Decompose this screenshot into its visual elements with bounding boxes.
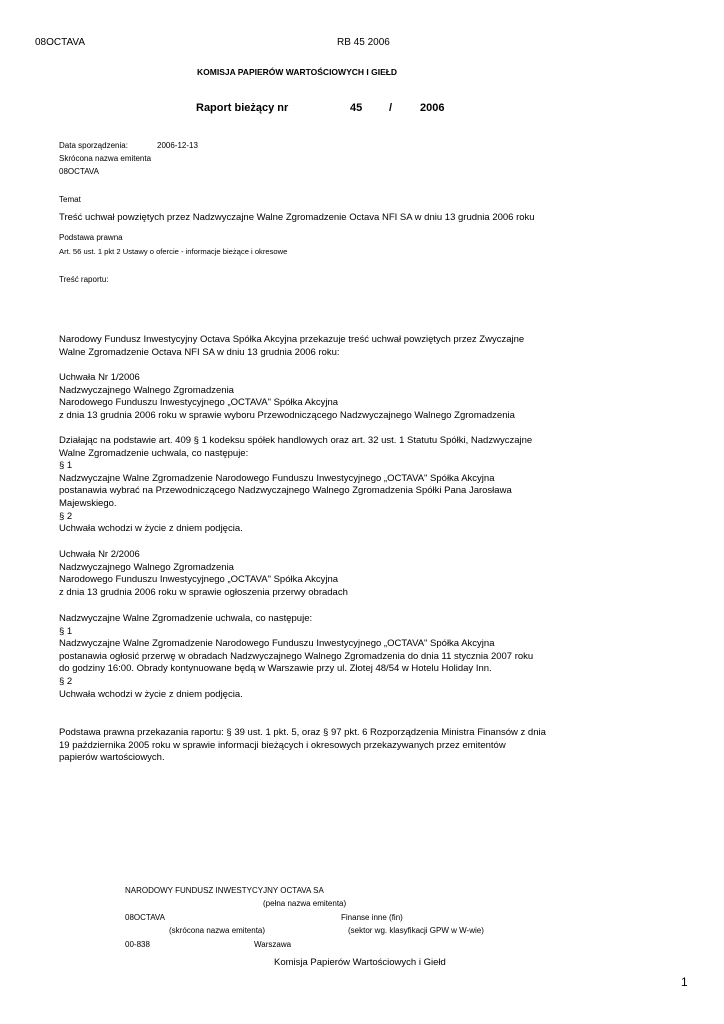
text-line: § 1 — [59, 460, 73, 472]
intro-paragraph — [59, 334, 554, 359]
resolution-1-text — [59, 435, 554, 536]
text-line: Uchwała wchodzi w życie z dniem podjęcia. — [59, 523, 243, 535]
text-line: Walne Zgromadzenie Octava NFI SA w dniu 13 grudnia 2006 roku: — [59, 346, 340, 358]
text-line: Walne Zgromadzenie uchwala, co następuje: — [59, 447, 249, 459]
date-value: 2006-12-13 — [157, 141, 198, 150]
content-label: Treść raportu: — [59, 275, 109, 284]
report-slash: / — [389, 102, 393, 114]
short-name-value: 08OCTAVA — [59, 167, 100, 176]
text-line: Nadzwyczajne Walne Zgromadzenie Narodowego Funduszu Inwestycyjnego „OCTAVA" Spółka Akcyjna — [59, 472, 495, 484]
text-line: papierów wartościowych. — [59, 752, 165, 764]
resolution-1-heading — [59, 372, 554, 422]
date-label: Data sporządzenia: — [59, 141, 128, 150]
text-line: Nadzwyczajne Walne Zgromadzenie Narodowego Funduszu Inwestycyjnego „OCTAVA" Spółka Akcyjna — [59, 638, 495, 650]
legal-basis-value: Art. 56 ust. 1 pkt 2 Ustawy o ofercie - informacje bieżące i okresowe — [59, 247, 288, 256]
text-line: Nadzwyczajnego Walnego Zgromadzenia — [59, 561, 234, 573]
footer-short-name-caption: (skrócona nazwa emitenta) — [169, 926, 266, 935]
text-line: § 2 — [59, 675, 73, 687]
report-label: Raport bieżący nr — [196, 102, 289, 114]
resolution-2-text — [59, 613, 554, 701]
text-line: 19 października 2005 roku w sprawie informacji bieżących i okresowych przekazywanych przez emitentów — [59, 739, 506, 751]
text-line: Uchwała wchodzi w życie z dniem podjęcia. — [59, 688, 243, 700]
text-line: postanawia wybrać na Przewodniczącego Nadzwyczajnego Walnego Zgromadzenia Spółki Pana Jarosława — [59, 485, 512, 497]
text-line: Działając na podstawie art. 409 § 1 kodeksu spółek handlowych oraz art. 32 ust. 1 Statutu Spółki, Nadzwyczajne — [59, 435, 533, 446]
page-number: 1 — [681, 975, 688, 989]
footer-commission: Komisja Papierów Wartościowych i Giełd — [274, 957, 446, 968]
commission-title: KOMISJA PAPIERÓW WARTOŚCIOWYCH I GIEŁD — [197, 67, 398, 77]
footer-full-name-caption: (pełna nazwa emitenta) — [263, 899, 347, 908]
legal-basis-paragraph — [59, 727, 554, 765]
text-line: z dnia 13 grudnia 2006 roku w sprawie ogłoszenia przerwy obradach — [59, 586, 348, 598]
footer-sector: Finanse inne (fin) — [341, 913, 403, 922]
text-line: Nadzwyczajnego Walnego Zgromadzenia — [59, 384, 234, 396]
text-line: do godziny 16:00. Obrady kontynuowane będą w Warszawie przy ul. Złotej 48/54 w Hotelu Holiday Inn. — [59, 663, 492, 675]
subject-value: Treść uchwał powziętych przez Nadzwyczajne Walne Zgromadzenie Octava NFI SA w dniu 13 grudnia 2006 roku — [59, 212, 535, 223]
report-number: 45 — [350, 102, 363, 114]
footer-full-name: NARODOWY FUNDUSZ INWESTYCYJNY OCTAVA SA — [125, 886, 324, 895]
footer-sector-caption: (sektor wg. klasyfikacji GPW w W-wie) — [348, 926, 484, 935]
text-line: Narodowego Funduszu Inwestycyjnego „OCTAVA" Spółka Akcyjna — [59, 574, 339, 586]
text-line: Majewskiego. — [59, 497, 117, 509]
footer-short-name: 08OCTAVA — [125, 913, 166, 922]
report-year: 2006 — [420, 102, 445, 114]
text-line: Nadzwyczajne Walne Zgromadzenie uchwala, co następuje: — [59, 613, 313, 624]
text-line: § 1 — [59, 625, 73, 637]
footer-postal-code: 00-838 — [125, 940, 150, 949]
text-line: Podstawa prawna przekazania raportu: § 39 ust. 1 pkt. 5, oraz § 97 pkt. 6 Rozporządzenia Ministra Finansów z dnia — [59, 727, 546, 738]
footer-city: Warszawa — [254, 940, 292, 949]
text-line: § 2 — [59, 510, 73, 522]
subject-label: Temat — [59, 195, 81, 204]
short-name-label: Skrócona nazwa emitenta — [59, 154, 152, 163]
text-line: Uchwała Nr 1/2006 — [59, 372, 140, 383]
header-report-id: RB 45 2006 — [337, 37, 390, 48]
header-issuer: 08OCTAVA — [35, 37, 86, 48]
legal-basis-label: Podstawa prawna — [59, 233, 123, 242]
text-line: Narodowy Fundusz Inwestycyjny Octava Spółka Akcyjna przekazuje treść uchwał powziętych przez Zwyczajne — [59, 334, 525, 345]
text-line: postanawia ogłosić przerwę w obradach Nadzwyczajnego Walnego Zgromadzenia do dnia 11 stycznia 2007 roku — [59, 650, 534, 662]
text-line: Uchwała Nr 2/2006 — [59, 549, 140, 560]
resolution-2-heading — [59, 549, 554, 599]
text-line: Narodowego Funduszu Inwestycyjnego „OCTAVA" Spółka Akcyjna — [59, 397, 339, 409]
text-line: z dnia 13 grudnia 2006 roku w sprawie wyboru Przewodniczącego Nadzwyczajnego Walnego Zgromadzenia — [59, 409, 515, 421]
